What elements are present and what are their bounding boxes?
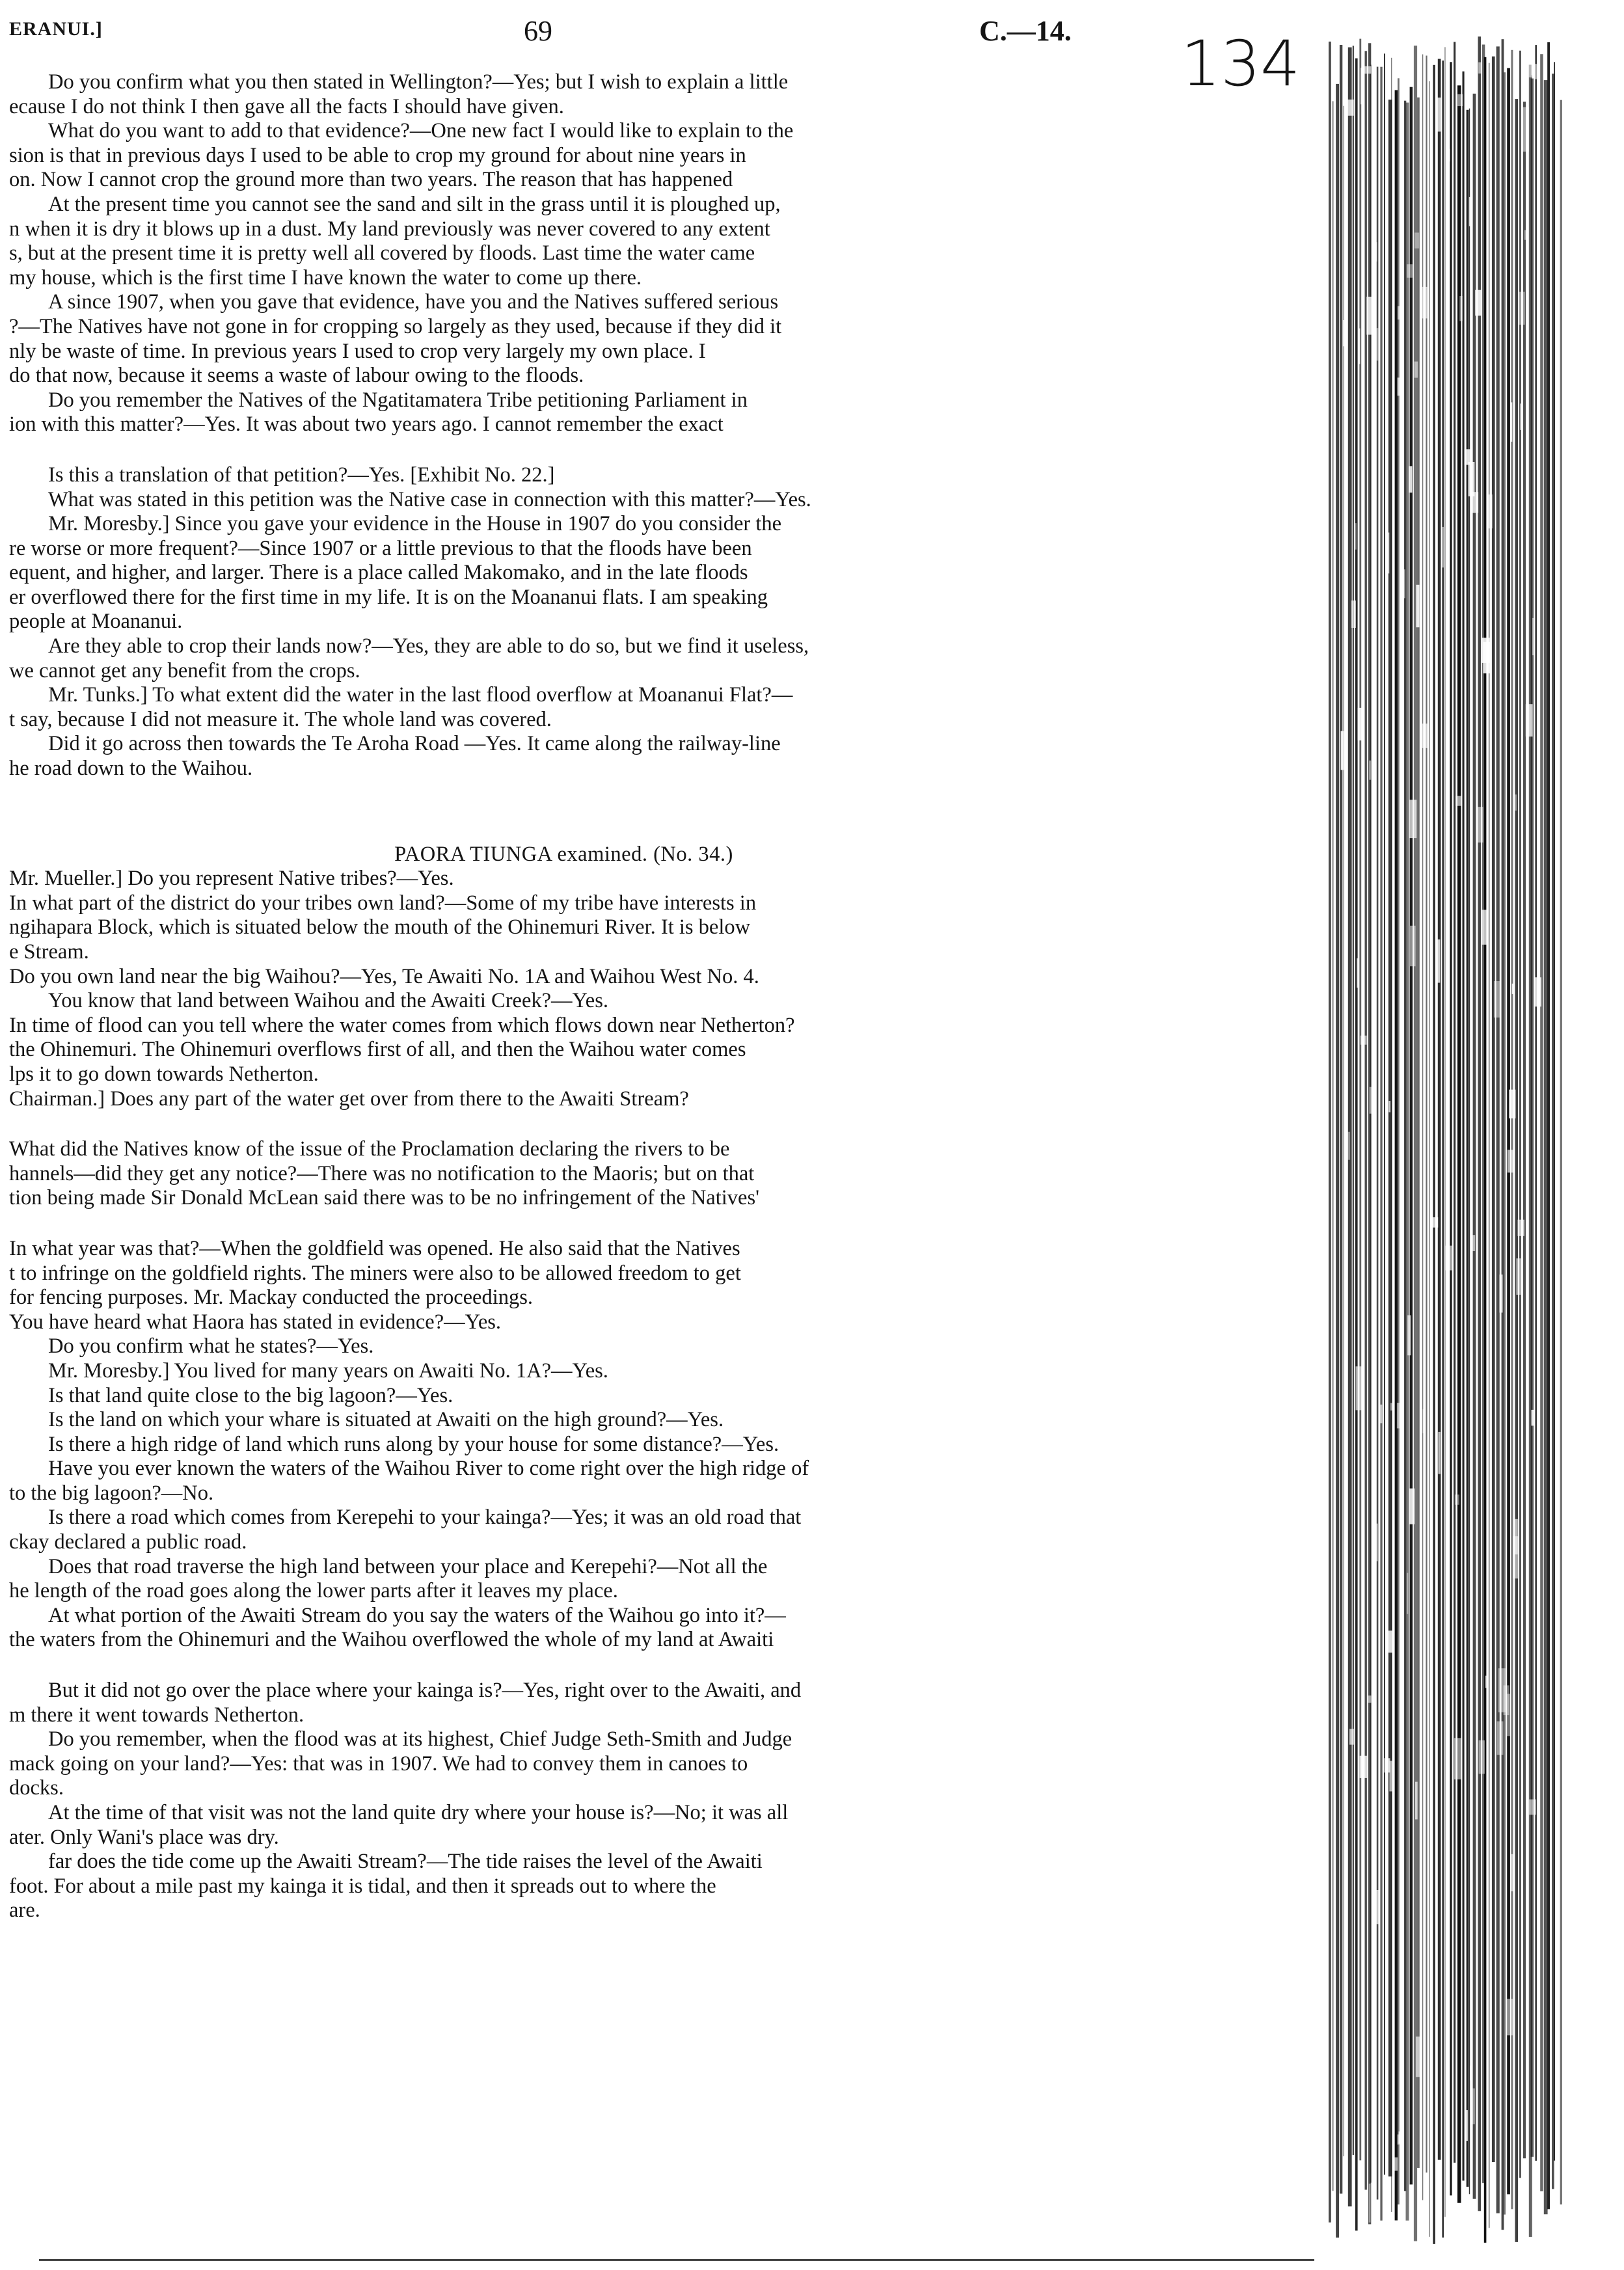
scan-highlight	[1511, 402, 1512, 442]
scan-streak	[1478, 36, 1482, 2211]
text-line: tion being made Sir Donald McLean said there was to be no infringement of the Natives'	[9, 1186, 759, 1210]
text-line: foot. For about a mile past my kainga it is tidal, and then it spreads out to where the	[9, 1874, 716, 1898]
scan-highlight	[1509, 1090, 1515, 1118]
text-line: er overflowed there for the first time in my life. It is on the Moananui flats. I am speaking	[9, 585, 768, 609]
scan-highlight	[1470, 492, 1478, 513]
text-line: mack going on your land?—Yes: that was in 1907. We had to convey them in canoes to	[9, 1751, 748, 1776]
scan-highlight	[1415, 1782, 1418, 1820]
scan-highlight	[1409, 1489, 1414, 1524]
scan-highlight	[1357, 958, 1358, 988]
scan-highlight	[1445, 1246, 1452, 1271]
scan-highlight	[1529, 1800, 1536, 1815]
bottom-rule	[39, 2259, 1314, 2261]
scan-streak	[1552, 74, 1554, 2189]
scan-streak	[1535, 45, 1537, 2161]
scan-streak	[1353, 46, 1354, 2155]
scan-highlight	[1442, 527, 1444, 567]
text-line: s, but at the present time it is pretty well all covered by floods. Last time the water came	[9, 241, 755, 265]
text-line: equent, and higher, and larger. There is a place called Makomako, and in the late floods	[9, 561, 748, 585]
scan-highlight	[1494, 2225, 1496, 2245]
text-line: Is this a translation of that petition?—Yes. [Exhibit No. 22.]	[48, 463, 555, 487]
scan-streak	[1384, 53, 1385, 2174]
scan-highlight	[1465, 449, 1472, 465]
scan-highlight	[1454, 1738, 1462, 1779]
text-line: Mr. Moresby.] You lived for many years on Awaiti No. 1A?—Yes.	[48, 1358, 608, 1383]
scan-highlight	[1401, 569, 1405, 598]
paragraph-gap	[9, 1211, 1118, 1237]
scan-streak	[1454, 42, 1455, 2163]
text-line: Have you ever known the waters of the Waihou River to come right over the high ridge of	[48, 1457, 809, 1481]
text-line: Do you remember, when the flood was at its highest, Chief Judge Seth-Smith and Judge	[48, 1727, 792, 1751]
scan-highlight	[1475, 290, 1481, 316]
paragraph-gap	[9, 1111, 1118, 1137]
text-line: re worse or more frequent?—Since 1907 or a little previous to that the floods have been	[9, 536, 752, 560]
scan-highlight	[1375, 1524, 1378, 1561]
scan-streak	[1429, 81, 1430, 2237]
scan-streak	[1469, 109, 1470, 2195]
scan-streak	[1544, 80, 1548, 2214]
scan-highlight	[1372, 328, 1378, 360]
scan-streak	[1463, 72, 1465, 2181]
scan-streak	[1473, 94, 1476, 2199]
text-line: Do you confirm what he states?—Yes.	[48, 1334, 374, 1358]
text-line: the Ohinemuri. The Ohinemuri overflows first of all, and then the Waihou water comes	[9, 1038, 746, 1062]
text-line: What was stated in this petition was the Native case in connection with this matter?—Yes.	[48, 487, 811, 511]
scan-highlight	[1390, 1403, 1392, 1411]
scan-highlight	[1519, 292, 1525, 325]
scan-highlight	[1380, 1405, 1382, 1424]
scan-streak	[1467, 110, 1469, 2187]
running-head: ERANUI.]	[9, 18, 103, 40]
scan-highlight	[1532, 618, 1534, 655]
scan-highlight	[1468, 49, 1469, 63]
scan-streak	[1370, 65, 1371, 2183]
scan-highlight	[1455, 1494, 1459, 1505]
scan-streak	[1377, 67, 1379, 2200]
text-line: ecause I do not think I then gave all the facts I should have given.	[9, 94, 564, 118]
scan-highlight	[1346, 1132, 1350, 1160]
document-code: C.—14.	[979, 15, 1072, 47]
scan-highlight	[1409, 800, 1417, 838]
scan-streak	[1380, 67, 1382, 2221]
text-line: sion is that in previous days I used to be able to crop my ground for about nine years in	[9, 143, 746, 167]
scan-highlight	[1468, 462, 1475, 496]
scan-highlight	[1396, 33, 1400, 68]
scan-highlight	[1376, 1890, 1379, 1924]
scan-highlight	[1534, 977, 1542, 1007]
text-line: Chairman.] Does any part of the water get over from there to the Awaiti Stream?	[9, 1087, 689, 1111]
scan-highlight	[1506, 1999, 1513, 2035]
text-line: You know that land between Waihou and the Awaiti Creek?—Yes.	[48, 989, 608, 1013]
witness-heading: PAORA TIUNGA examined. (No. 34.)	[394, 842, 733, 866]
scan-highlight	[1421, 723, 1428, 748]
scan-highlight	[1459, 296, 1463, 321]
scan-highlight	[1446, 149, 1450, 161]
text-line: people at Moananui.	[9, 610, 183, 634]
scan-streak	[1365, 51, 1367, 2189]
text-line: on. Now I cannot crop the ground more than two years. The reason that has happened	[9, 168, 733, 192]
text-line: lps it to go down towards Netherton.	[9, 1062, 319, 1086]
scan-highlight	[1398, 2135, 1404, 2145]
text-line: docks.	[9, 1776, 64, 1800]
scan-streak	[1438, 59, 1441, 2160]
text-line: Mr. Moresby.] Since you gave your evidence in the House in 1907 do you consider the	[48, 512, 782, 536]
text-line: Does that road traverse the high land between your place and Kerepehi?—Not all the	[48, 1554, 768, 1578]
text-line: ion with this matter?—Yes. It was about two years ago. I cannot remember the exact	[9, 412, 724, 437]
scan-streak	[1410, 87, 1413, 2185]
scan-highlight	[1498, 1668, 1506, 1712]
text-line: ater. Only Wani's place was dry.	[9, 1825, 279, 1849]
scan-highlight	[1511, 1854, 1515, 1891]
scan-highlight	[1520, 403, 1522, 430]
scan-highlight	[1407, 1573, 1408, 1614]
scan-streak	[1519, 51, 1521, 2178]
scan-highlight	[1526, 704, 1533, 736]
text-line: ?—The Natives have not gone in for cropping so largely as they used, because if they did it	[9, 314, 782, 338]
text-line: m there it went towards Netherton.	[9, 1703, 304, 1727]
scan-highlight	[1370, 1087, 1375, 1114]
scan-highlight	[1393, 1340, 1394, 1355]
scan-streak	[1554, 62, 1555, 2161]
scan-highlight	[1388, 1101, 1390, 1113]
text-line: A since 1907, when you gave that evidence, have you and the Natives suffered serious	[48, 290, 779, 314]
scan-highlight	[1485, 1676, 1488, 1688]
scan-highlight	[1368, 1696, 1372, 1703]
scan-highlight	[1364, 66, 1371, 74]
scan-highlight	[1500, 1275, 1503, 1313]
scan-streak	[1484, 57, 1487, 2243]
scan-highlight	[1489, 494, 1493, 528]
text-line: Mr. Mueller.] Do you represent Native tribes?—Yes.	[9, 867, 454, 891]
scan-streak	[1417, 98, 1420, 2168]
scan-highlight	[1482, 638, 1490, 663]
scan-highlight	[1385, 533, 1389, 574]
scan-highlight	[1479, 1740, 1485, 1774]
text-line: n when it is dry it blows up in a dust. My land previously was never covered to any extent	[9, 217, 770, 241]
text-line: do that now, because it seems a waste of labour owing to the floods.	[9, 364, 584, 388]
scan-highlight	[1414, 362, 1418, 378]
text-line: ckay declared a public road.	[9, 1530, 247, 1554]
scan-streak	[1329, 42, 1331, 2223]
scan-highlight	[1536, 64, 1537, 79]
text-line: At the time of that visit was not the land quite dry where your house is?—No; it was all	[48, 1801, 789, 1824]
scan-highlight	[1398, 306, 1400, 319]
scan-highlight	[1373, 361, 1375, 379]
text-line: t to infringe on the goldfield rights. The miners were also to be allowed freedom to get	[9, 1261, 741, 1285]
scan-highlight	[1414, 233, 1419, 249]
scan-highlight	[1356, 1366, 1362, 1410]
text-line: Do you confirm what you then stated in Wellington?—Yes; but I wish to explain a little	[48, 70, 789, 94]
scan-highlight	[1438, 1432, 1441, 1474]
text-line: t say, because I did not measure it. The whole land was covered.	[9, 707, 552, 731]
scan-highlight	[1457, 94, 1463, 106]
scan-streak	[1442, 61, 1444, 2237]
scan-highlight	[1476, 807, 1483, 843]
scan-highlight	[1360, 1756, 1367, 1778]
scan-streak	[1496, 46, 1500, 2213]
scan-highlight	[1481, 910, 1488, 945]
text-line: are.	[9, 1898, 40, 1923]
scan-streak	[1398, 78, 1400, 2204]
text-line: he length of the road goes along the lower parts after it leaves my place.	[9, 1579, 618, 1603]
scan-highlight	[1494, 981, 1500, 1018]
text-line: At what portion of the Awaiti Stream do you say the waters of the Waihou go into it?—	[48, 1603, 786, 1627]
text-line: Is there a road which comes from Kerepehi to your kainga?—Yes; it was an old road that	[48, 1506, 802, 1530]
scan-highlight	[1470, 2066, 1472, 2081]
scan-highlight	[1387, 1630, 1392, 1653]
scan-highlight	[1514, 794, 1517, 811]
scan-highlight	[1385, 1758, 1390, 1772]
scan-highlight	[1407, 1316, 1411, 1356]
scan-highlight	[1394, 2157, 1398, 2171]
scan-highlight	[1432, 1217, 1438, 1228]
paragraph-gap	[9, 781, 1118, 843]
scan-highlight	[1472, 1235, 1475, 1251]
scan-highlight	[1360, 1036, 1367, 1045]
scan-highlight	[1497, 1722, 1504, 1755]
scan-highlight	[1436, 939, 1441, 983]
text-line: You have heard what Haora has stated in evidence?—Yes.	[9, 1310, 502, 1334]
scan-streak	[1560, 100, 1562, 2205]
scan-highlight	[1407, 264, 1413, 278]
paragraph-gap	[9, 437, 1118, 463]
scan-streak	[1515, 99, 1519, 2242]
scan-highlight	[1435, 1047, 1437, 1077]
scan-streak	[1422, 55, 1423, 2200]
scan-highlight	[1518, 1220, 1524, 1236]
scan-highlight	[1346, 100, 1353, 116]
scan-highlight	[1349, 1729, 1354, 1744]
scan-highlight	[1440, 2218, 1441, 2243]
scan-streak	[1507, 68, 1510, 2195]
scan-highlight	[1472, 2088, 1475, 2124]
text-line: What did the Natives know of the issue of the Proclamation declaring the rivers to be	[9, 1137, 730, 1161]
scan-streak	[1540, 54, 1543, 2191]
text-line: Are they able to crop their lands now?—Yes, they are able to do so, but we find it useless,	[48, 634, 809, 658]
text-line: to the big lagoon?—No.	[9, 1481, 214, 1505]
scan-highlight	[1409, 466, 1412, 493]
text-line: far does the tide come up the Awaiti Stream?—The tide raises the level of the Awaiti	[48, 1850, 763, 1874]
text-line: the waters from the Ohinemuri and the Waihou overflowed the whole of my land at Awaiti	[9, 1628, 774, 1652]
text-line: my house, which is the first time I have known the water to come up there.	[9, 265, 642, 290]
scan-highlight	[1354, 523, 1357, 550]
scan-highlight	[1416, 2036, 1422, 2077]
scan-highlight	[1422, 287, 1428, 319]
scan-streak	[1340, 45, 1342, 2194]
text-line: he road down to the Waihou.	[9, 757, 253, 781]
scan-highlight	[1397, 1403, 1401, 1428]
scan-highlight	[1516, 1258, 1521, 1295]
scan-highlight	[1529, 49, 1533, 77]
scanned-binding-edge	[1321, 33, 1568, 2245]
scan-highlight	[1416, 585, 1419, 627]
scan-streak	[1450, 62, 1452, 2195]
text-line: for fencing purposes. Mr. Mackay conducted the proceedings.	[9, 1286, 534, 1310]
text-line: nly be waste of time. In previous years I used to crop very largely my own place. I	[9, 339, 706, 363]
scan-highlight	[1410, 926, 1416, 966]
scan-streak	[1523, 101, 1526, 2158]
scan-highlight	[1430, 1947, 1432, 1973]
document-body	[9, 70, 1118, 1923]
scan-streak	[1531, 79, 1534, 2157]
scan-highlight	[1358, 708, 1362, 740]
text-line: What do you want to add to that evidence?—One new fact I would like to explain to the	[48, 119, 794, 143]
scan-streak	[1391, 58, 1392, 2212]
scan-highlight	[1369, 2183, 1371, 2223]
page-number: 69	[524, 15, 552, 47]
scan-streak	[1444, 47, 1445, 2217]
text-line: In what part of the district do your tribes own land?—Some of my tribe have interests in	[9, 891, 757, 915]
paragraph-gap	[9, 1653, 1118, 1679]
scan-highlight	[1341, 731, 1344, 770]
scan-streak	[1348, 47, 1352, 2207]
text-line: But it did not go over the place where your kainga is?—Yes, right over to the Awaiti, and	[48, 1679, 802, 1703]
handwritten-folio-number: 134	[1181, 27, 1301, 100]
text-line: hannels—did they get any notice?—There was no notification to the Maoris; but on that	[9, 1161, 755, 1185]
text-line: At the present time you cannot see the sand and silt in the grass until it is ploughed up,	[48, 192, 781, 216]
scan-streak	[1395, 90, 1398, 2221]
scan-highlight	[1466, 2110, 1468, 2141]
scan-highlight	[1532, 1410, 1535, 1426]
scan-streak	[1406, 103, 1409, 2221]
text-line: we cannot get any benefit from the crops.	[9, 658, 360, 682]
scan-streak	[1547, 42, 1550, 2209]
scan-highlight	[1512, 984, 1514, 994]
scan-highlight	[1513, 1536, 1519, 1578]
text-line: Do you remember the Natives of the Ngatitamatera Tribe petitioning Parliament in	[48, 388, 748, 412]
scan-streak	[1426, 56, 1427, 2173]
scan-highlight	[1343, 320, 1346, 346]
scan-highlight	[1508, 1150, 1514, 1172]
text-line: Did it go across then towards the Te Aroha Road —Yes. It came along the railway-line	[48, 732, 781, 756]
scan-highlight	[1469, 197, 1470, 226]
scan-highlight	[1372, 242, 1377, 262]
text-line: ngihapara Block, which is situated below the mouth of the Ohinemuri River. It is below	[9, 915, 751, 939]
text-line: Is the land on which your whare is situated at Awaiti on the high ground?—Yes.	[48, 1408, 724, 1432]
scan-highlight	[1360, 68, 1363, 104]
text-line: Is that land quite close to the big lagoon?—Yes.	[48, 1383, 453, 1407]
scan-highlight	[1359, 329, 1360, 364]
scan-highlight	[1437, 98, 1442, 131]
text-line: In time of flood can you tell where the water comes from which flows down near Netherton?	[9, 1013, 795, 1037]
scan-streak	[1355, 59, 1358, 2231]
scan-highlight	[1522, 107, 1529, 152]
text-line: In what year was that?—When the goldfield was opened. He also said that the Natives	[9, 1236, 740, 1260]
scan-streak	[1433, 65, 1435, 2244]
scan-highlight	[1455, 796, 1461, 806]
scan-highlight	[1478, 62, 1482, 74]
scan-highlight	[1351, 601, 1356, 628]
scan-highlight	[1423, 1409, 1426, 1433]
scan-streak	[1336, 84, 1339, 2237]
scan-streak	[1504, 72, 1506, 2215]
scan-streak	[1492, 57, 1495, 2162]
scan-highlight	[1369, 761, 1371, 780]
text-line: Mr. Tunks.] To what extent did the water in the last flood overflow at Moananui Flat?—	[48, 683, 793, 707]
scan-streak	[1502, 39, 1504, 2230]
scan-highlight	[1398, 377, 1400, 396]
text-line: Is there a high ridge of land which runs along by your house for some distance?—Yes.	[48, 1432, 779, 1456]
text-line: Do you own land near the big Waihou?—Yes, Te Awaiti No. 1A and Waihou West No. 4.	[9, 964, 759, 988]
text-line: e Stream.	[9, 940, 89, 964]
scan-streak	[1457, 85, 1461, 2203]
scan-highlight	[1524, 230, 1528, 240]
